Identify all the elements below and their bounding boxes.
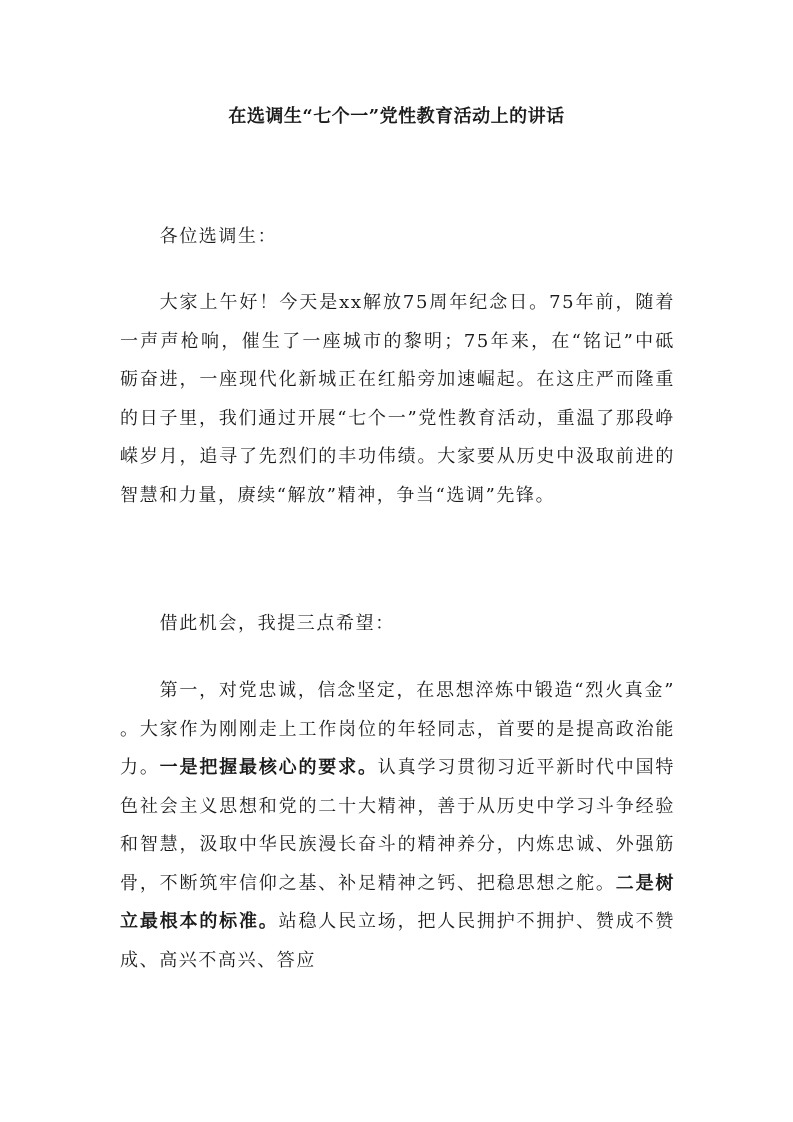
point-two-heading: 二是树立最根本的标准。 bbox=[120, 872, 675, 932]
point-one-heading: 一是把握最核心的要求。 bbox=[159, 757, 378, 778]
point-one-text: 认真学习贯彻习近平新时代中国特色社会主义思想和党的二十大精神，善于从历史中学习斗争经验和智慧，汲取中华民族漫长奋斗的精神养分，内炼忠诚、外强筋骨，不断筑牢信仰之基、补足精神之钙、把稳思想之舵。 bbox=[120, 757, 676, 894]
greeting-paragraph: 大家上午好！今天是xx解放75周年纪念日。75年前，随着一声声枪响，催生了一座城市的黎明；75年来，在“铭记”中砥砺奋进，一座现代化新城正在红船旁加速崛起。在这庄严而隆重的日子里，我们通过开展“七个一”党性教育活动，重温了那段峥嵘岁月，追寻了先烈们的丰功伟绩。大家要从历史中汲取前进的智慧和力量，赓续“解放”精神，争当“选调”先锋。 bbox=[120, 292, 675, 506]
first-point-paragraph bbox=[120, 672, 675, 980]
point-two-text: 站稳人民立场，把人民拥护不拥护、赞成不赞成、高兴不高兴、答应 bbox=[120, 911, 675, 971]
opportunity-paragraph: 借此机会，我提三点希望： bbox=[159, 613, 395, 634]
document-title: 在选调生“七个一”党性教育活动上的讲话 bbox=[228, 106, 565, 127]
salutation-paragraph: 各位选调生： bbox=[159, 226, 278, 247]
first-point-intro: 第一，对党忠诚，信念坚定，在思想淬炼中锻造“烈火真金” 。大家作为刚刚走上工作岗位的年轻同志，首要的是提高政治能力。 bbox=[120, 680, 675, 778]
